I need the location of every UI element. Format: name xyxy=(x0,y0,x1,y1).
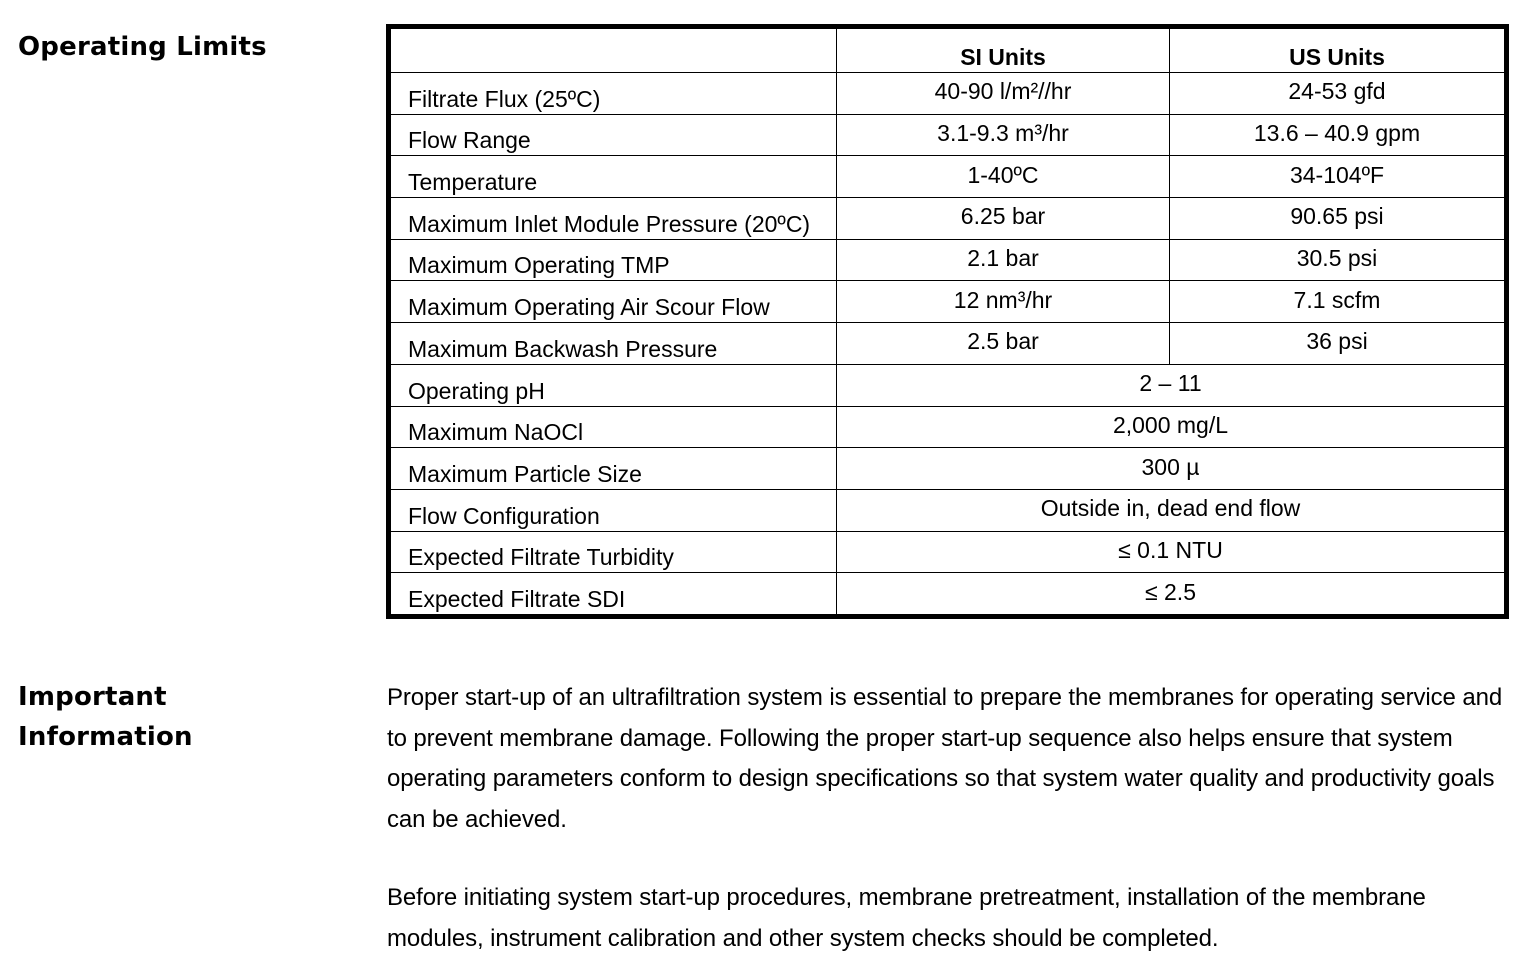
table-row xyxy=(389,198,1507,240)
row-combined-value: Outside in, dead end flow xyxy=(837,489,1507,531)
row-parameter: Maximum Particle Size xyxy=(389,448,837,490)
row-combined-value: 2 – 11 xyxy=(837,364,1507,406)
row-us-value: 24-53 gfd xyxy=(1170,73,1507,115)
row-parameter: Operating pH xyxy=(389,364,837,406)
row-si-value: 3.1-9.3 m³/hr xyxy=(837,114,1170,156)
table-row xyxy=(389,364,1507,406)
table-row xyxy=(389,156,1507,198)
row-us-value: 13.6 – 40.9 gpm xyxy=(1170,114,1507,156)
table-row xyxy=(389,573,1507,617)
row-parameter: Expected Filtrate SDI xyxy=(389,573,837,617)
row-parameter: Flow Range xyxy=(389,114,837,156)
header-us-units: US Units xyxy=(1170,27,1507,73)
row-si-value: 2.1 bar xyxy=(837,239,1170,281)
row-parameter: Expected Filtrate Turbidity xyxy=(389,531,837,573)
startup-paragraph: Proper start-up of an ultrafiltration system is essential to prepare the membranes for operating service and to prevent membrane damage. Following the proper start-up sequence also helps ensure that system operating parameters conform to design specifications so that system water quality and productivity goals can be achieved. xyxy=(387,684,1503,833)
row-us-value: 7.1 scfm xyxy=(1170,281,1507,323)
row-us-value: 90.65 psi xyxy=(1170,198,1507,240)
important-information-heading xyxy=(18,677,193,757)
table-header-row xyxy=(389,27,1507,73)
table-row xyxy=(389,323,1507,365)
table-row xyxy=(389,281,1507,323)
row-combined-value: ≤ 2.5 xyxy=(837,573,1507,617)
operating-limits-table xyxy=(386,24,1509,619)
row-combined-value: ≤ 0.1 NTU xyxy=(837,531,1507,573)
row-si-value: 40-90 l/m²//hr xyxy=(837,73,1170,115)
row-parameter: Temperature xyxy=(389,156,837,198)
row-us-value: 34-104ºF xyxy=(1170,156,1507,198)
row-combined-value: 2,000 mg/L xyxy=(837,406,1507,448)
row-si-value: 6.25 bar xyxy=(837,198,1170,240)
operating-limits-heading: Operating Limits xyxy=(18,32,267,62)
heading-line-1: Important xyxy=(18,682,167,712)
table-row xyxy=(389,489,1507,531)
row-si-value: 2.5 bar xyxy=(837,323,1170,365)
table-row xyxy=(389,73,1507,115)
row-us-value: 30.5 psi xyxy=(1170,239,1507,281)
pre-startup-paragraph: Before initiating system start-up procedures, membrane pretreatment, installation of the membrane modules, instrument calibration and other system checks should be completed. xyxy=(387,884,1426,952)
row-parameter: Maximum Operating Air Scour Flow xyxy=(389,281,837,323)
row-si-value: 12 nm³/hr xyxy=(837,281,1170,323)
header-parameter xyxy=(389,27,837,73)
row-si-value: 1-40ºC xyxy=(837,156,1170,198)
row-parameter: Maximum NaOCl xyxy=(389,406,837,448)
row-parameter: Filtrate Flux (25ºC) xyxy=(389,73,837,115)
table-row xyxy=(389,114,1507,156)
row-parameter: Flow Configuration xyxy=(389,489,837,531)
table-row xyxy=(389,448,1507,490)
table-row xyxy=(389,239,1507,281)
row-combined-value: 300 µ xyxy=(837,448,1507,490)
header-si-units: SI Units xyxy=(837,27,1170,73)
row-parameter: Maximum Backwash Pressure xyxy=(389,323,837,365)
row-parameter: Maximum Inlet Module Pressure (20ºC) xyxy=(389,198,837,240)
row-us-value: 36 psi xyxy=(1170,323,1507,365)
heading-line-2: Information xyxy=(18,722,193,752)
table-row xyxy=(389,406,1507,448)
table-row xyxy=(389,531,1507,573)
row-parameter: Maximum Operating TMP xyxy=(389,239,837,281)
